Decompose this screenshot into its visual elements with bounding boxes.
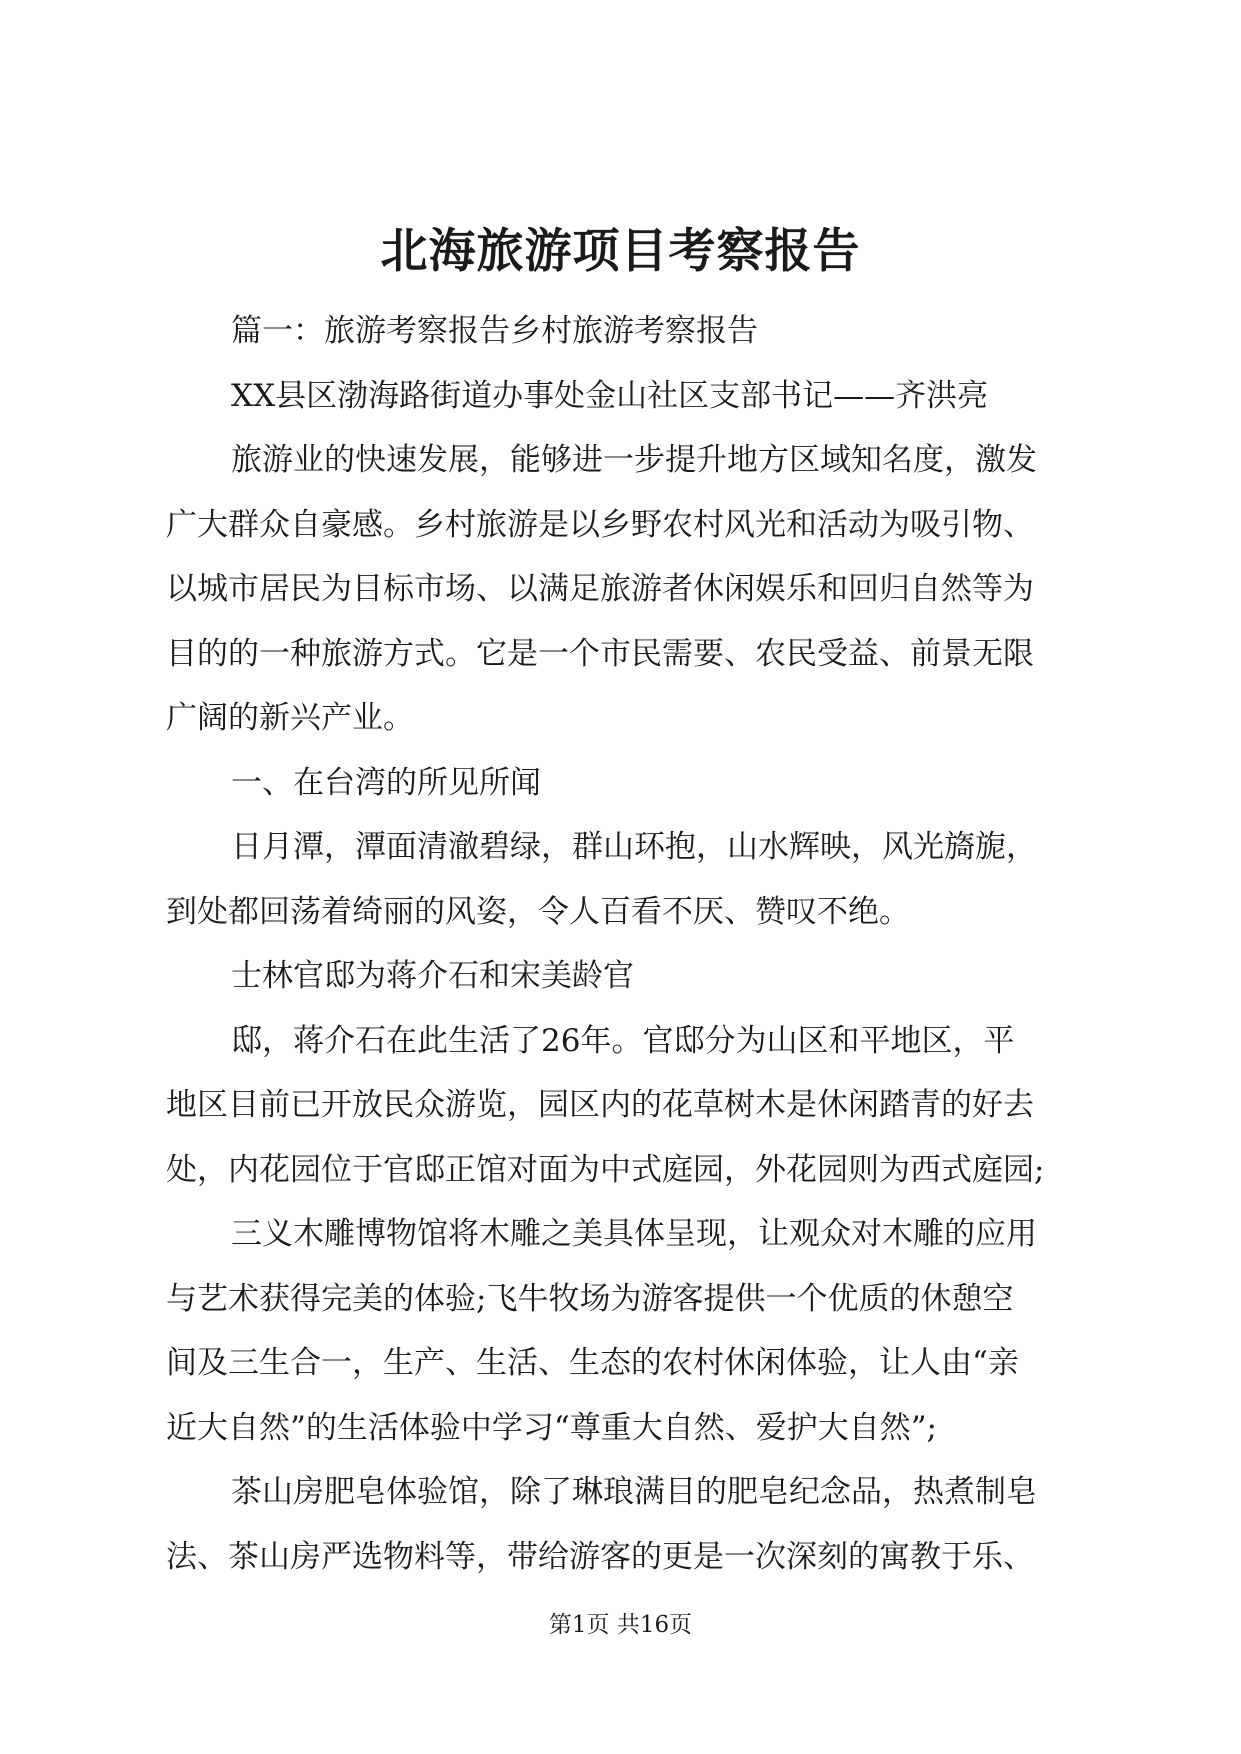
document-body xyxy=(166,299,1076,1589)
body-line: 广阔的新兴产业。 xyxy=(166,700,414,736)
body-line: 到处都回荡着绮丽的风姿，令人百看不厌、赞叹不绝。 xyxy=(166,893,910,930)
body-line: 旅游业的快速发展，能够进一步提升地方区域知名度，激发 xyxy=(231,442,1037,478)
body-line: 广大群众自豪感。乡村旅游是以乡野农村风光和活动为吸引物、 xyxy=(166,506,1034,543)
body-line: 处，内花园位于官邸正馆对面为中式庭园，外花园则为西式庭园; xyxy=(166,1151,1045,1188)
body-line: 邸，蒋介石在此生活了26年。官邸分为山区和平地区，平 xyxy=(231,1022,1015,1059)
body-line: 地区目前已开放民众游览，园区内的花草树木是休闲踏青的好去 xyxy=(166,1087,1034,1123)
body-line: XX县区渤海路街道办事处金山社区支部书记——齐洪亮 xyxy=(231,377,989,414)
body-line: 法、茶山房严选物料等，带给游客的更是一次深刻的寓教于乐、 xyxy=(166,1538,1034,1575)
body-line: 三义木雕博物馆将木雕之美具体呈现，让观众对木雕的应用 xyxy=(231,1216,1037,1252)
body-line: 与艺术获得完美的体验;飞牛牧场为游客提供一个优质的休憩空 xyxy=(166,1280,1014,1317)
body-line: 间及三生合一，生产、生活、生态的农村休闲体验，让人由“亲 xyxy=(166,1345,1019,1381)
body-line: 以城市居民为目标市场、以满足旅游者休闲娱乐和回归自然等为 xyxy=(166,571,1034,607)
body-line: 日月潭，潭面清澈碧绿，群山环抱，山水辉映，风光旖旎， xyxy=(231,829,1037,865)
body-line: 目的的一种旅游方式。它是一个市民需要、农民受益、前景无限 xyxy=(166,635,1034,672)
body-line: 士林官邸为蒋介石和宋美龄官 xyxy=(231,958,634,994)
body-line: 一、在台湾的所见所闻 xyxy=(231,764,541,801)
body-line: 篇一：旅游考察报告乡村旅游考察报告 xyxy=(231,313,758,349)
body-line: 近大自然”的生活体验中学习“尊重大自然、爱护大自然”; xyxy=(166,1409,937,1446)
document-title: 北海旅游项目考察报告 xyxy=(380,224,861,279)
page-footer: 第1页 共16页 xyxy=(548,1612,693,1638)
body-line: 茶山房肥皂体验馆，除了琳琅满目的肥皂纪念品，热煮制皂 xyxy=(231,1474,1037,1510)
